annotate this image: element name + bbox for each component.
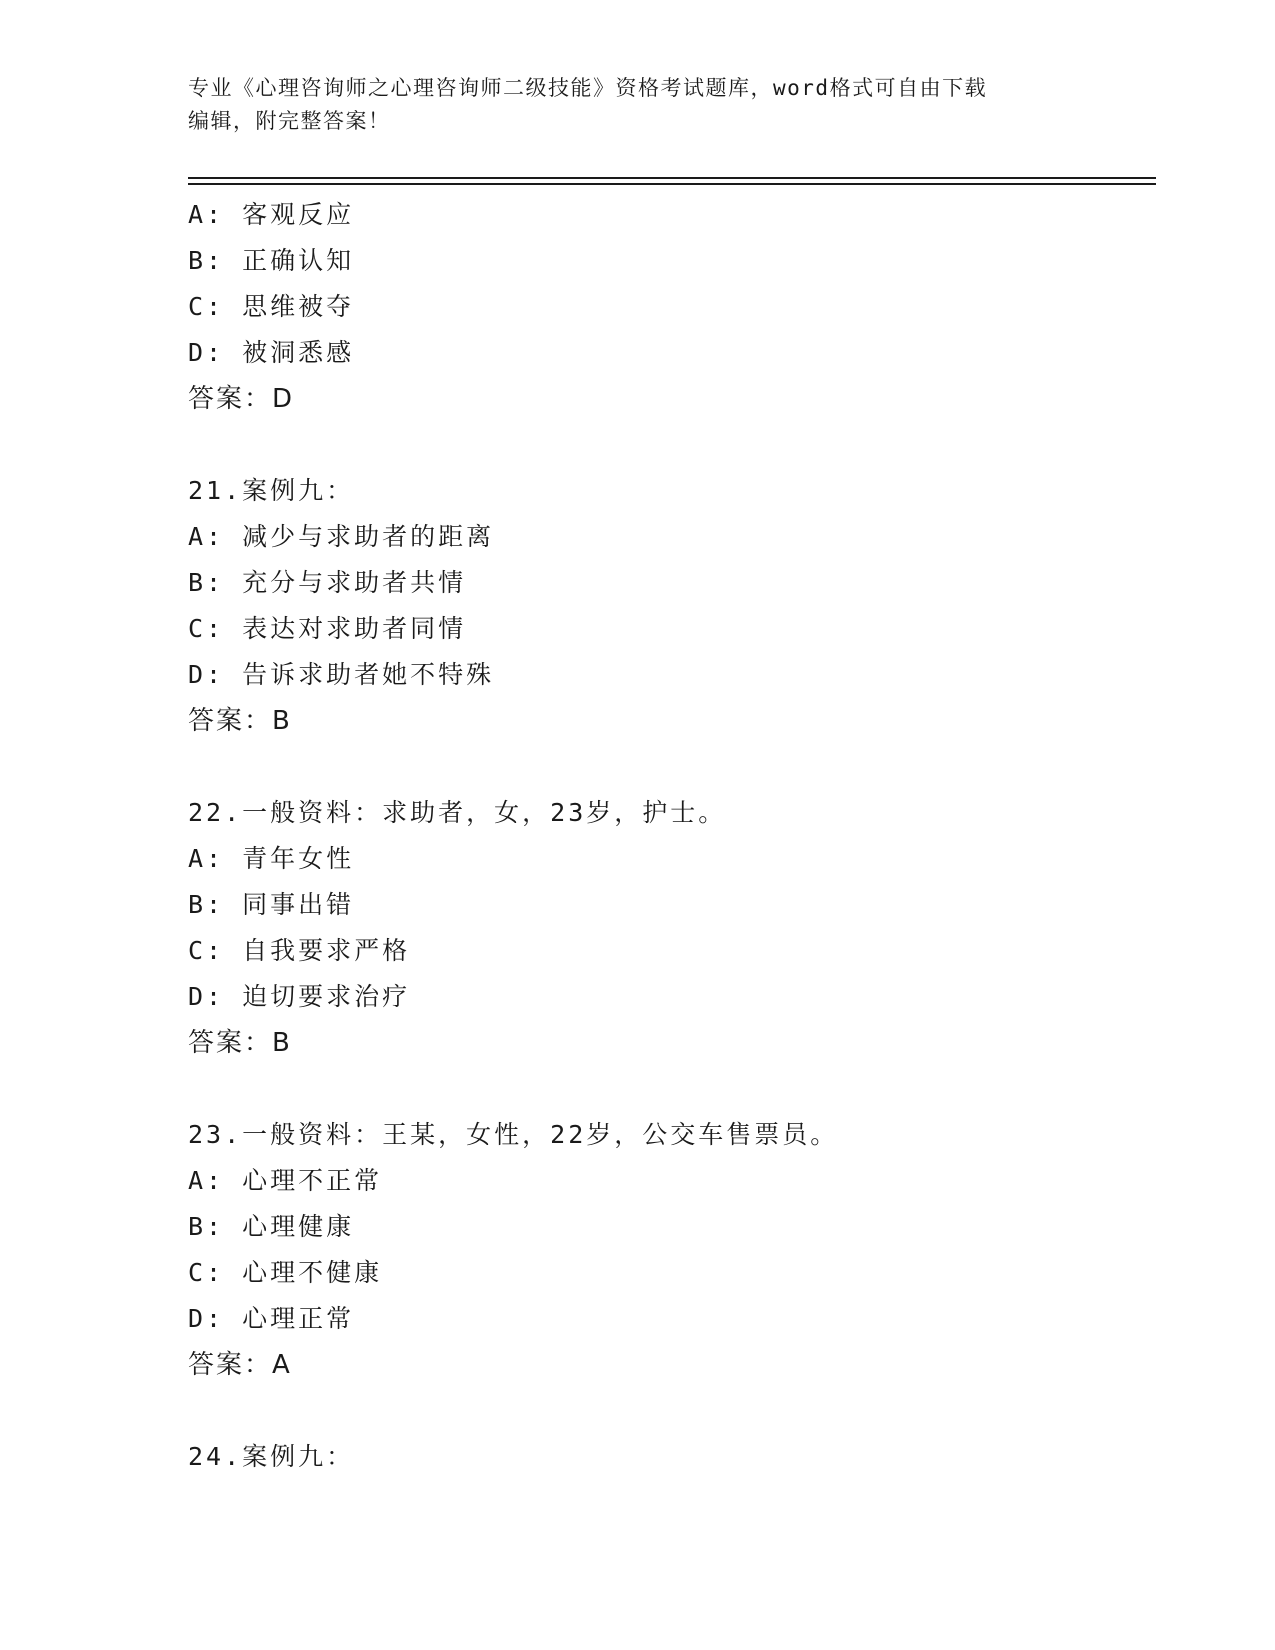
question-block-22 — [188, 790, 1148, 1066]
question-block-24 — [188, 1434, 1148, 1480]
option-c: C: 自我要求严格 — [188, 936, 411, 965]
option-a: A: 减少与求助者的距离 — [188, 522, 495, 551]
spacer — [188, 744, 1148, 790]
option-c: C: 思维被夺 — [188, 292, 355, 321]
header-divider-top — [188, 177, 1156, 179]
option-a: A: 心理不正常 — [188, 1166, 383, 1195]
spacer — [188, 422, 1148, 468]
option-d: D: 告诉求助者她不特殊 — [188, 660, 495, 689]
question-title: 24.案例九： — [188, 1442, 355, 1471]
option-b: B: 正确认知 — [188, 246, 355, 275]
option-d: D: 迫切要求治疗 — [188, 982, 411, 1011]
option-b: B: 同事出错 — [188, 890, 355, 919]
answer-text: 答案：D — [188, 384, 295, 414]
option-b: B: 心理健康 — [188, 1212, 355, 1241]
answer-text: 答案：B — [188, 706, 292, 736]
option-c: C: 表达对求助者同情 — [188, 614, 467, 643]
option-a: A: 青年女性 — [188, 844, 355, 873]
header-line-1: 专业《心理咨询师之心理咨询师二级技能》资格考试题库，word格式可自由下载 — [188, 76, 988, 100]
option-d: D: 被洞悉感 — [188, 338, 355, 367]
document-header — [188, 72, 1088, 138]
question-title: 21.案例九： — [188, 476, 355, 505]
answer-text: 答案：B — [188, 1028, 292, 1058]
header-line-2: 编辑，附完整答案！ — [188, 109, 391, 133]
spacer — [188, 1388, 1148, 1434]
option-a: A: 客观反应 — [188, 200, 355, 229]
header-divider-bottom — [188, 183, 1156, 185]
question-list — [188, 192, 1148, 1480]
question-title: 23.一般资料：王某，女性，22岁，公交车售票员。 — [188, 1120, 839, 1149]
answer-text: 答案：A — [188, 1350, 292, 1380]
option-d: D: 心理正常 — [188, 1304, 355, 1333]
option-c: C: 心理不健康 — [188, 1258, 383, 1287]
question-title: 22.一般资料：求助者，女，23岁，护士。 — [188, 798, 727, 827]
question-block-23 — [188, 1112, 1148, 1388]
spacer — [188, 1066, 1148, 1112]
option-b: B: 充分与求助者共情 — [188, 568, 467, 597]
question-block-20 — [188, 192, 1148, 422]
question-block-21 — [188, 468, 1148, 744]
